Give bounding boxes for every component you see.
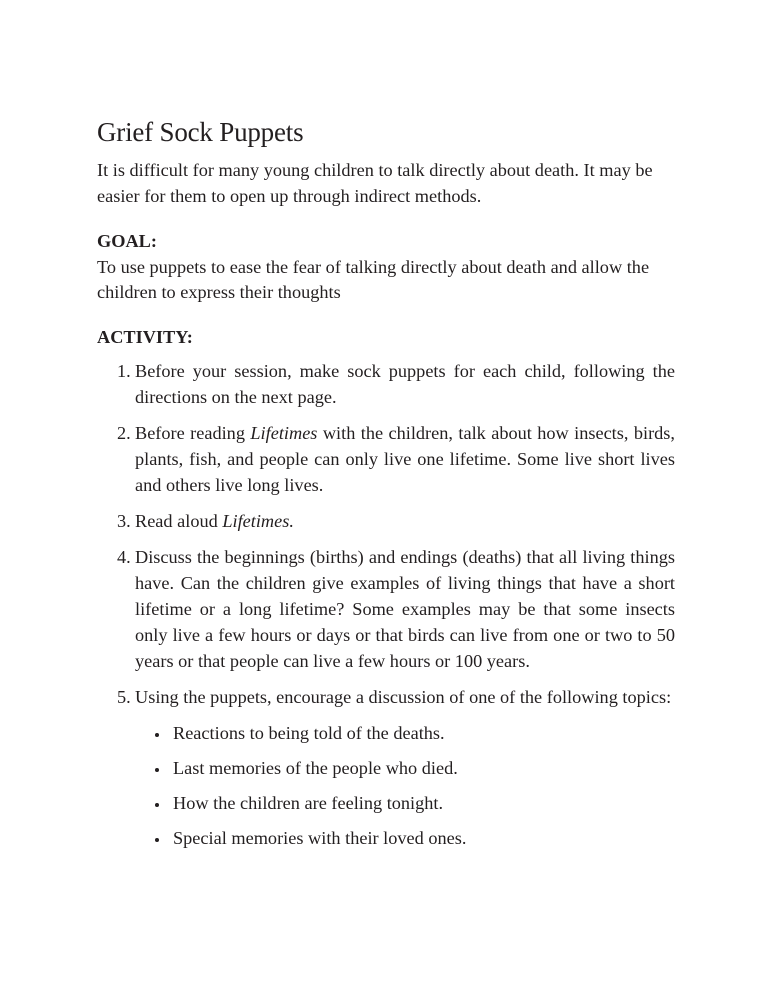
intro-paragraph: It is difficult for many young children to talk directly about death. It may be easier for them to open up through indirect methods.: [97, 160, 653, 206]
step-text-post: with the children, talk about how insects, birds, plants, fish, and people can only live one lifetime. Some live short lives and others live long lives.: [135, 423, 675, 495]
step-number: 2.: [117, 423, 131, 443]
book-title: Lifetimes: [250, 423, 318, 443]
step-item: [97, 684, 675, 710]
book-title: Lifetimes.: [222, 511, 294, 531]
step-text-pre: Before reading: [135, 423, 251, 443]
step-number: 1.: [117, 361, 131, 381]
step-item: [97, 420, 675, 498]
document-page: [97, 114, 675, 860]
topic-text: How the children are feeling tonight.: [173, 793, 444, 813]
step-text-pre: Read aloud: [135, 511, 223, 531]
discussion-topics: [97, 720, 675, 851]
activity-heading: ACTIVITY:: [97, 326, 193, 347]
goal-heading: GOAL:: [97, 231, 157, 251]
step-item: [97, 544, 675, 674]
step-number: 4.: [117, 547, 131, 567]
step-text: Discuss the beginnings (births) and endings (deaths) that all living things have. Can the children give examples of living things that have a short lifetime or a long lifetime? Some examples may be that some insects only live a few hours or days or that birds can live from one or two to 50 years or that people can live a few hours or 100 years.: [135, 547, 675, 671]
step-number: 5.: [117, 687, 131, 707]
goal-section: [97, 229, 675, 306]
bullet-icon: [155, 768, 159, 772]
topic-text: Last memories of the people who died.: [173, 758, 458, 778]
list-item: [97, 790, 675, 816]
step-item: [97, 508, 675, 534]
goal-text: To use puppets to ease the fear of talking directly about death and allow the children to express their thoughts: [97, 256, 650, 302]
step-item: [97, 358, 675, 410]
activity-steps: [97, 358, 675, 710]
list-item: [97, 720, 675, 746]
topic-text: Special memories with their loved ones.: [173, 828, 467, 848]
step-text: Before your session, make sock puppets for each child, following the directions on the next page.: [135, 361, 675, 407]
activity-section: [97, 325, 675, 852]
step-text: Using the puppets, encourage a discussion of one of the following topics:: [135, 687, 672, 707]
bullet-icon: [155, 733, 159, 737]
list-item: [97, 825, 675, 851]
step-number: 3.: [117, 511, 131, 531]
list-item: [97, 755, 675, 781]
bullet-icon: [155, 838, 159, 842]
topic-text: Reactions to being told of the deaths.: [173, 723, 445, 743]
bullet-icon: [155, 803, 159, 807]
page-title: Grief Sock Puppets: [97, 117, 304, 147]
